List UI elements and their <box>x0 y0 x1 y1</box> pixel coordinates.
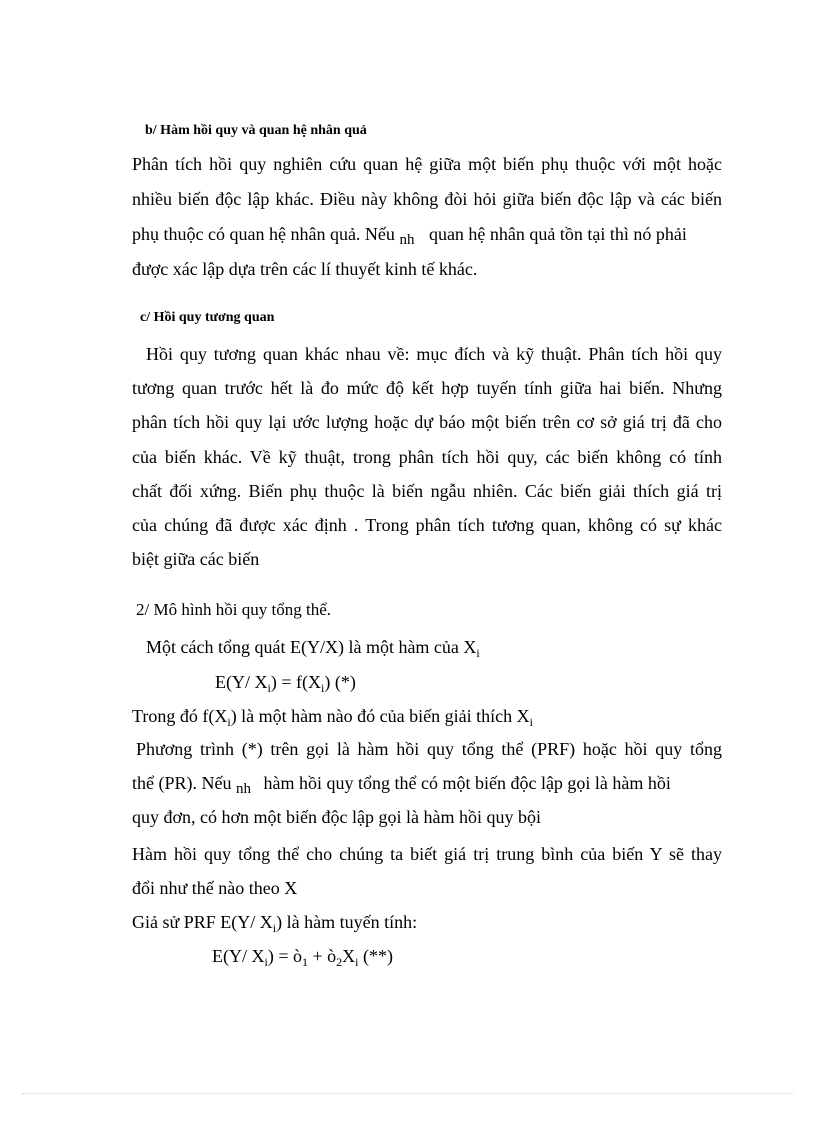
eq-part: + ò <box>308 946 337 966</box>
gia-su-line <box>132 911 417 933</box>
paragraph-line: được xác lập dựa trên các lí thuyết kinh tế khác. <box>132 259 478 279</box>
paragraph-line: Hàm hồi quy tổng thể cho chúng ta biết giá trị trung bình của biến Y sẽ thay <box>132 844 722 864</box>
subscript: i <box>355 955 359 969</box>
paragraph-line: tương quan trước hết là đo mức độ kết hợp tuyến tính giữa hai biến. Nhưng <box>132 378 722 398</box>
section-b-heading: b/ Hàm hồi quy và quan hệ nhân quả <box>145 123 367 138</box>
section-c-heading: c/ Hồi quy tương quan <box>140 310 275 325</box>
eq-part: ) = ò <box>267 946 302 966</box>
inline-fragment: nh <box>235 781 251 797</box>
subscript: i <box>529 715 533 729</box>
eq-part: E(Y/ X <box>215 672 268 692</box>
paragraph-line: đổi như thế nào theo X <box>132 878 298 898</box>
paragraph-line: biệt giữa các biến <box>132 549 260 569</box>
paragraph-line <box>132 223 722 247</box>
equation-1 <box>215 671 356 693</box>
subscript: 2 <box>336 955 343 969</box>
paragraph-line: quy đơn, có hơn một biến độc lập gọi là hàm hồi quy bội <box>132 807 541 827</box>
paragraph-line: của biến khác. Về kỹ thuật, trong phân tích hồi quy, các biến không có tính <box>132 447 722 467</box>
text-segment: ) là một hàm nào đó của biến giải thích X <box>230 706 530 726</box>
eq-part: ) = f(X <box>270 672 321 692</box>
paragraph-line: chất đối xứng. Biến phụ thuộc là biến ngẫu nhiên. Các biến giải thích giá trị <box>132 481 722 501</box>
inline-fragment: nh <box>399 232 415 248</box>
text-segment: phụ thuộc có quan hệ nhân quả. Nếu <box>132 224 395 244</box>
text-segment: hàm hồi quy tổng thể có một biến độc lập gọi là hàm hồi <box>263 773 671 793</box>
eq-part: ) (*) <box>324 672 356 692</box>
text-segment: thể (PR). Nếu <box>132 773 232 793</box>
paragraph-line: Hồi quy tương quan khác nhau về: mục đích và kỹ thuật. Phân tích hồi quy <box>146 344 722 364</box>
text-segment: Giả sử PRF E(Y/ X <box>132 912 273 932</box>
eq-part: X <box>342 946 356 966</box>
text-segment: Trong đó f(X <box>132 706 228 726</box>
page-bottom-divider <box>22 1093 794 1094</box>
paragraph-line: phân tích hồi quy lại ước lượng hoặc dự báo một biến trên cơ sở giá trị đã cho <box>132 412 722 432</box>
eq-part: E(Y/ X <box>212 946 265 966</box>
paragraph-line: nhiều biến độc lập khác. Điều này không đòi hỏi giữa biến độc lập và các biến <box>132 189 722 209</box>
subscript: 1 <box>302 955 308 969</box>
section-2-heading: 2/ Mô hình hồi quy tổng thể. <box>136 600 332 619</box>
intro-line <box>146 636 480 658</box>
subscript: i <box>264 955 268 969</box>
equation-2 <box>212 945 393 967</box>
paragraph-line: Phân tích hồi quy nghiên cứu quan hệ giữa một biến phụ thuộc với một hoặc <box>132 154 722 174</box>
paragraph-line: của chúng đã được xác định . Trong phân tích tương quan, không có sự khác <box>132 515 722 535</box>
paragraph-line: Phương trình (*) trên gọi là hàm hồi quy tổng thể (PRF) hoặc hồi quy tổng <box>136 739 722 759</box>
text-segment: Một cách tổng quát E(Y/X) là một hàm của X <box>146 637 477 657</box>
subscript: i <box>320 681 325 695</box>
subscript: i <box>476 646 480 660</box>
eq-part: (**) <box>358 946 393 966</box>
subscript: i <box>267 681 271 695</box>
subscript: i <box>272 921 277 935</box>
paragraph-line <box>132 772 722 796</box>
text-segment: quan hệ nhân quả tồn tại thì nó phải <box>428 224 687 244</box>
subscript: i <box>227 715 231 729</box>
trong-do-line <box>132 705 533 727</box>
text-segment: ) là hàm tuyến tính: <box>276 912 418 932</box>
